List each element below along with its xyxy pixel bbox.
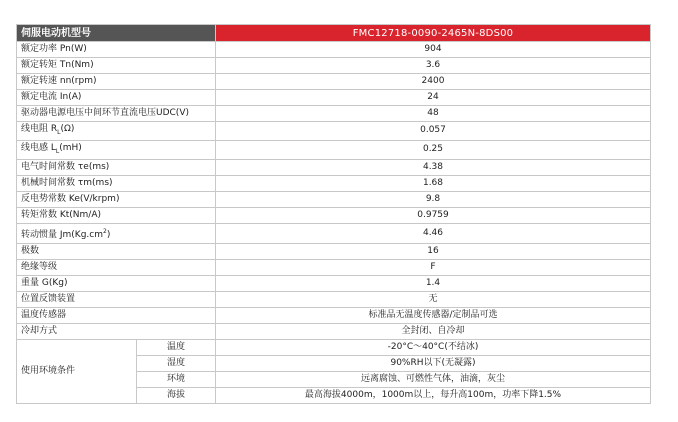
row-value: 标准品无温度传感器/定制品可选 [216, 307, 651, 323]
label-unit: (Ω) [60, 124, 75, 134]
row-value: 48 [216, 106, 651, 122]
row-value: 无 [216, 291, 651, 307]
row-label: 电气时间常数 τe(ms) [17, 159, 216, 175]
row-value: 全封闭、自冷却 [216, 323, 651, 339]
row-label [17, 223, 216, 243]
row-label: 驱动器电源电压中间环节直流电压UDC(V) [17, 106, 216, 122]
table-row [17, 175, 651, 191]
row-value: 0.25 [216, 140, 651, 159]
row-value: 1.68 [216, 175, 651, 191]
label-text: 转动惯量 Jm(Kg.cm [21, 229, 103, 240]
env-value: 远离腐蚀、可燃性气体，油滴，灰尘 [216, 371, 651, 387]
table-row [17, 307, 651, 323]
row-value: 16 [216, 243, 651, 259]
table-row [17, 58, 651, 74]
row-value: 904 [216, 42, 651, 58]
row-value: 1.4 [216, 275, 651, 291]
table-row [17, 259, 651, 275]
row-value: F [216, 259, 651, 275]
table-row [17, 275, 651, 291]
row-value: 24 [216, 90, 651, 106]
row-label: 额定电流 In(A) [17, 90, 216, 106]
row-label: 绝缘等级 [17, 259, 216, 275]
row-value: 2400 [216, 74, 651, 90]
row-label: 转矩常数 Kt(Nm/A) [17, 207, 216, 223]
row-label: 反电势常数 Ke(V/krpm) [17, 191, 216, 207]
table-row [17, 74, 651, 90]
table-row [17, 140, 651, 159]
label-subscript: L [57, 128, 61, 136]
env-group-label: 使用环境条件 [17, 339, 137, 403]
row-label: 重量 G(Kg) [17, 275, 216, 291]
table-row [17, 159, 651, 175]
row-label: 冷却方式 [17, 323, 216, 339]
env-sub-label: 温度 [137, 339, 216, 355]
header-model: FMC12718-0090-2465N-8DS00 [216, 25, 651, 42]
row-value: 4.38 [216, 159, 651, 175]
row-value: 9.8 [216, 191, 651, 207]
env-sub-label: 湿度 [137, 355, 216, 371]
row-label: 额定转矩 Tn(Nm) [17, 58, 216, 74]
row-value: 0.9759 [216, 207, 651, 223]
env-sub-label: 海拔 [137, 387, 216, 403]
row-label: 温度传感器 [17, 307, 216, 323]
row-label [17, 140, 216, 159]
table-row [17, 90, 651, 106]
table-row [17, 243, 651, 259]
row-label: 极数 [17, 243, 216, 259]
spec-table [16, 24, 651, 404]
row-label [17, 122, 216, 141]
header-row [17, 25, 651, 42]
label-superscript: 2 [103, 227, 107, 235]
env-row [17, 339, 651, 355]
row-label: 额定功率 Pn(W) [17, 42, 216, 58]
label-text: 线电感 L [21, 142, 56, 153]
table-row [17, 191, 651, 207]
table-row [17, 106, 651, 122]
table-row [17, 207, 651, 223]
env-sub-label: 环境 [137, 371, 216, 387]
row-value: 0.057 [216, 122, 651, 141]
table-row [17, 223, 651, 243]
row-label: 位置反馈装置 [17, 291, 216, 307]
row-value: 4.46 [216, 223, 651, 243]
table-row [17, 42, 651, 58]
env-value: -20°C～40°C(不结冰) [216, 339, 651, 355]
header-title: 伺服电动机型号 [17, 25, 216, 42]
row-label: 额定转速 nn(rpm) [17, 74, 216, 90]
row-value: 3.6 [216, 58, 651, 74]
label-unit: (mH) [59, 142, 82, 153]
table-row [17, 291, 651, 307]
label-unit: ) [106, 229, 111, 240]
table-row [17, 323, 651, 339]
label-subscript: L [55, 147, 60, 155]
row-label: 机械时间常数 τm(ms) [17, 175, 216, 191]
label-text: 线电阻 R [21, 124, 58, 134]
env-value: 90%RH以下(无凝露) [216, 355, 651, 371]
env-value: 最高海拔4000m，1000m以上，每升高100m，功率下降1.5% [216, 387, 651, 403]
table-row [17, 122, 651, 141]
